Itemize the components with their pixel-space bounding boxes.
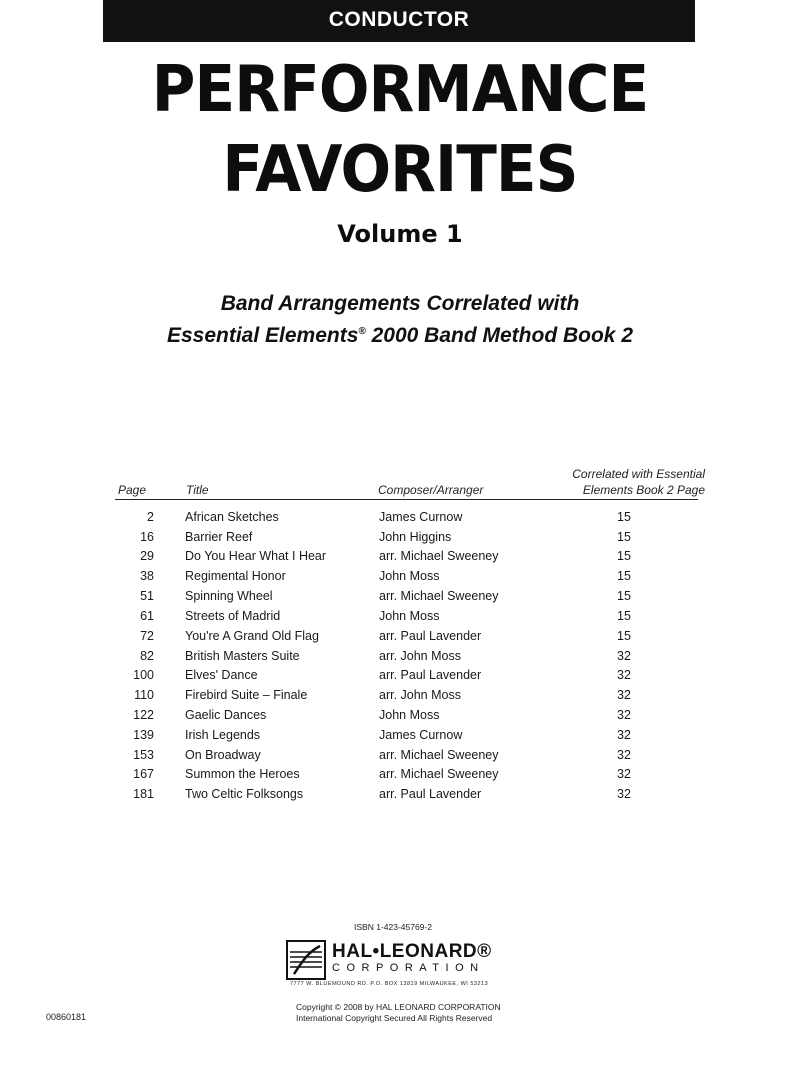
row-composer: arr. Michael Sweeney [379,767,499,781]
row-title: Summon the Heroes [185,767,300,781]
table-row [0,745,800,765]
registered-mark: ® [358,326,366,337]
row-title: Streets of Madrid [185,609,281,623]
staff-logo-icon [286,940,326,980]
row-ee-page: 32 [617,708,631,722]
row-page: 72 [140,629,154,643]
row-composer: arr. Paul Lavender [379,787,482,801]
row-page: 38 [140,569,154,583]
row-title: Firebird Suite – Finale [185,688,308,702]
row-page: 122 [133,708,154,722]
table-row [0,685,800,705]
table-row [0,527,800,547]
row-title: Irish Legends [185,728,261,742]
row-composer: John Moss [379,609,440,623]
subtitle-line-2 [0,318,800,350]
row-ee-page: 32 [617,728,631,742]
row-title: Regimental Honor [185,569,286,583]
row-composer: John Moss [379,569,440,583]
row-composer: John Moss [379,708,440,722]
row-page: 153 [133,748,154,762]
conductor-banner: CONDUCTOR [103,0,695,42]
row-page: 82 [140,649,154,663]
row-title: British Masters Suite [185,649,300,663]
row-page: 110 [134,688,154,702]
catalog-number: 00860181 [46,1012,87,1022]
header-title: Title [186,483,209,497]
row-title: African Sketches [185,510,279,524]
row-title: Barrier Reef [185,530,253,544]
copyright-line-1: Copyright © 2008 by HAL LEONARD CORPORATION [296,1002,501,1012]
row-title: Do You Hear What I Hear [185,549,327,563]
copyright-block [296,1002,501,1024]
table-row [0,646,800,666]
row-page: 181 [133,787,154,801]
publisher-address: 7777 W. BLUEMOUND RD. P.O. BOX 13819 MILWAUKEE, WI 53213 [290,981,489,987]
row-ee-page: 32 [617,787,631,801]
row-composer: arr. Paul Lavender [379,629,482,643]
row-ee-page: 15 [617,569,631,583]
row-ee-page: 15 [617,629,631,643]
row-ee-page: 32 [617,668,631,682]
row-title: You're A Grand Old Flag [185,629,319,643]
row-composer: arr. Michael Sweeney [379,549,499,563]
table-row [0,586,800,606]
subtitle-line-1: Band Arrangements Correlated with [220,292,580,315]
row-composer: arr. Michael Sweeney [379,589,499,603]
row-ee-page: 15 [617,549,631,563]
header-divider [115,499,698,500]
row-page: 100 [133,668,154,682]
row-page: 29 [140,549,154,563]
row-ee-page: 15 [617,609,631,623]
publisher-name: HAL•LEONARD® [332,941,492,962]
row-ee-page: 32 [617,748,631,762]
isbn-text: ISBN 1-423-45769-2 [354,922,432,932]
header-composer: Composer/Arranger [378,483,484,497]
subtitle-line-2-a: Essential Elements [166,324,359,347]
header-correlated-line-1: Correlated with Essential [572,467,705,481]
subtitle-line-2-b: 2000 Band Method Book 2 [365,324,633,347]
row-title: Gaelic Dances [185,708,267,722]
row-ee-page: 15 [617,530,631,544]
table-row [0,665,800,685]
row-ee-page: 32 [617,767,631,781]
row-composer: arr. John Moss [379,649,461,663]
row-page: 2 [147,510,154,524]
table-row [0,546,800,566]
volume-label: Volume 1 [337,220,463,248]
row-ee-page: 15 [617,510,631,524]
header-correlated-line-2: Elements Book 2 Page [582,483,705,497]
staff-lines-graphic [288,942,324,978]
row-composer: John Higgins [379,530,452,544]
row-composer: James Curnow [379,510,463,524]
title-line-1: PERFORMANCE [151,53,649,127]
row-composer: arr. John Moss [379,688,461,702]
table-row [0,784,800,804]
row-title: Two Celtic Folksongs [185,787,304,801]
header-correlated [555,466,705,498]
publisher-corp: CORPORATION [332,962,485,974]
table-row [0,705,800,725]
row-ee-page: 32 [617,649,631,663]
row-composer: arr. Paul Lavender [379,668,482,682]
table-row [0,764,800,784]
table-row [0,507,800,527]
copyright-line-2: International Copyright Secured All Rights Reserved [296,1013,493,1023]
row-composer: James Curnow [379,728,463,742]
table-row [0,725,800,745]
row-title: Spinning Wheel [185,589,273,603]
row-page: 51 [140,589,154,603]
row-page: 16 [140,530,154,544]
row-page: 167 [133,767,154,781]
row-title: On Broadway [185,748,261,762]
row-ee-page: 15 [617,589,631,603]
header-page: Page [118,483,147,497]
row-composer: arr. Michael Sweeney [379,748,499,762]
row-title: Elves' Dance [185,668,258,682]
table-row [0,626,800,646]
row-page: 61 [140,609,154,623]
title-line-2: FAVORITES [222,133,578,207]
table-row [0,606,800,626]
publisher-logo [286,940,526,992]
table-row [0,566,800,586]
row-ee-page: 32 [617,688,631,702]
row-page: 139 [133,728,154,742]
